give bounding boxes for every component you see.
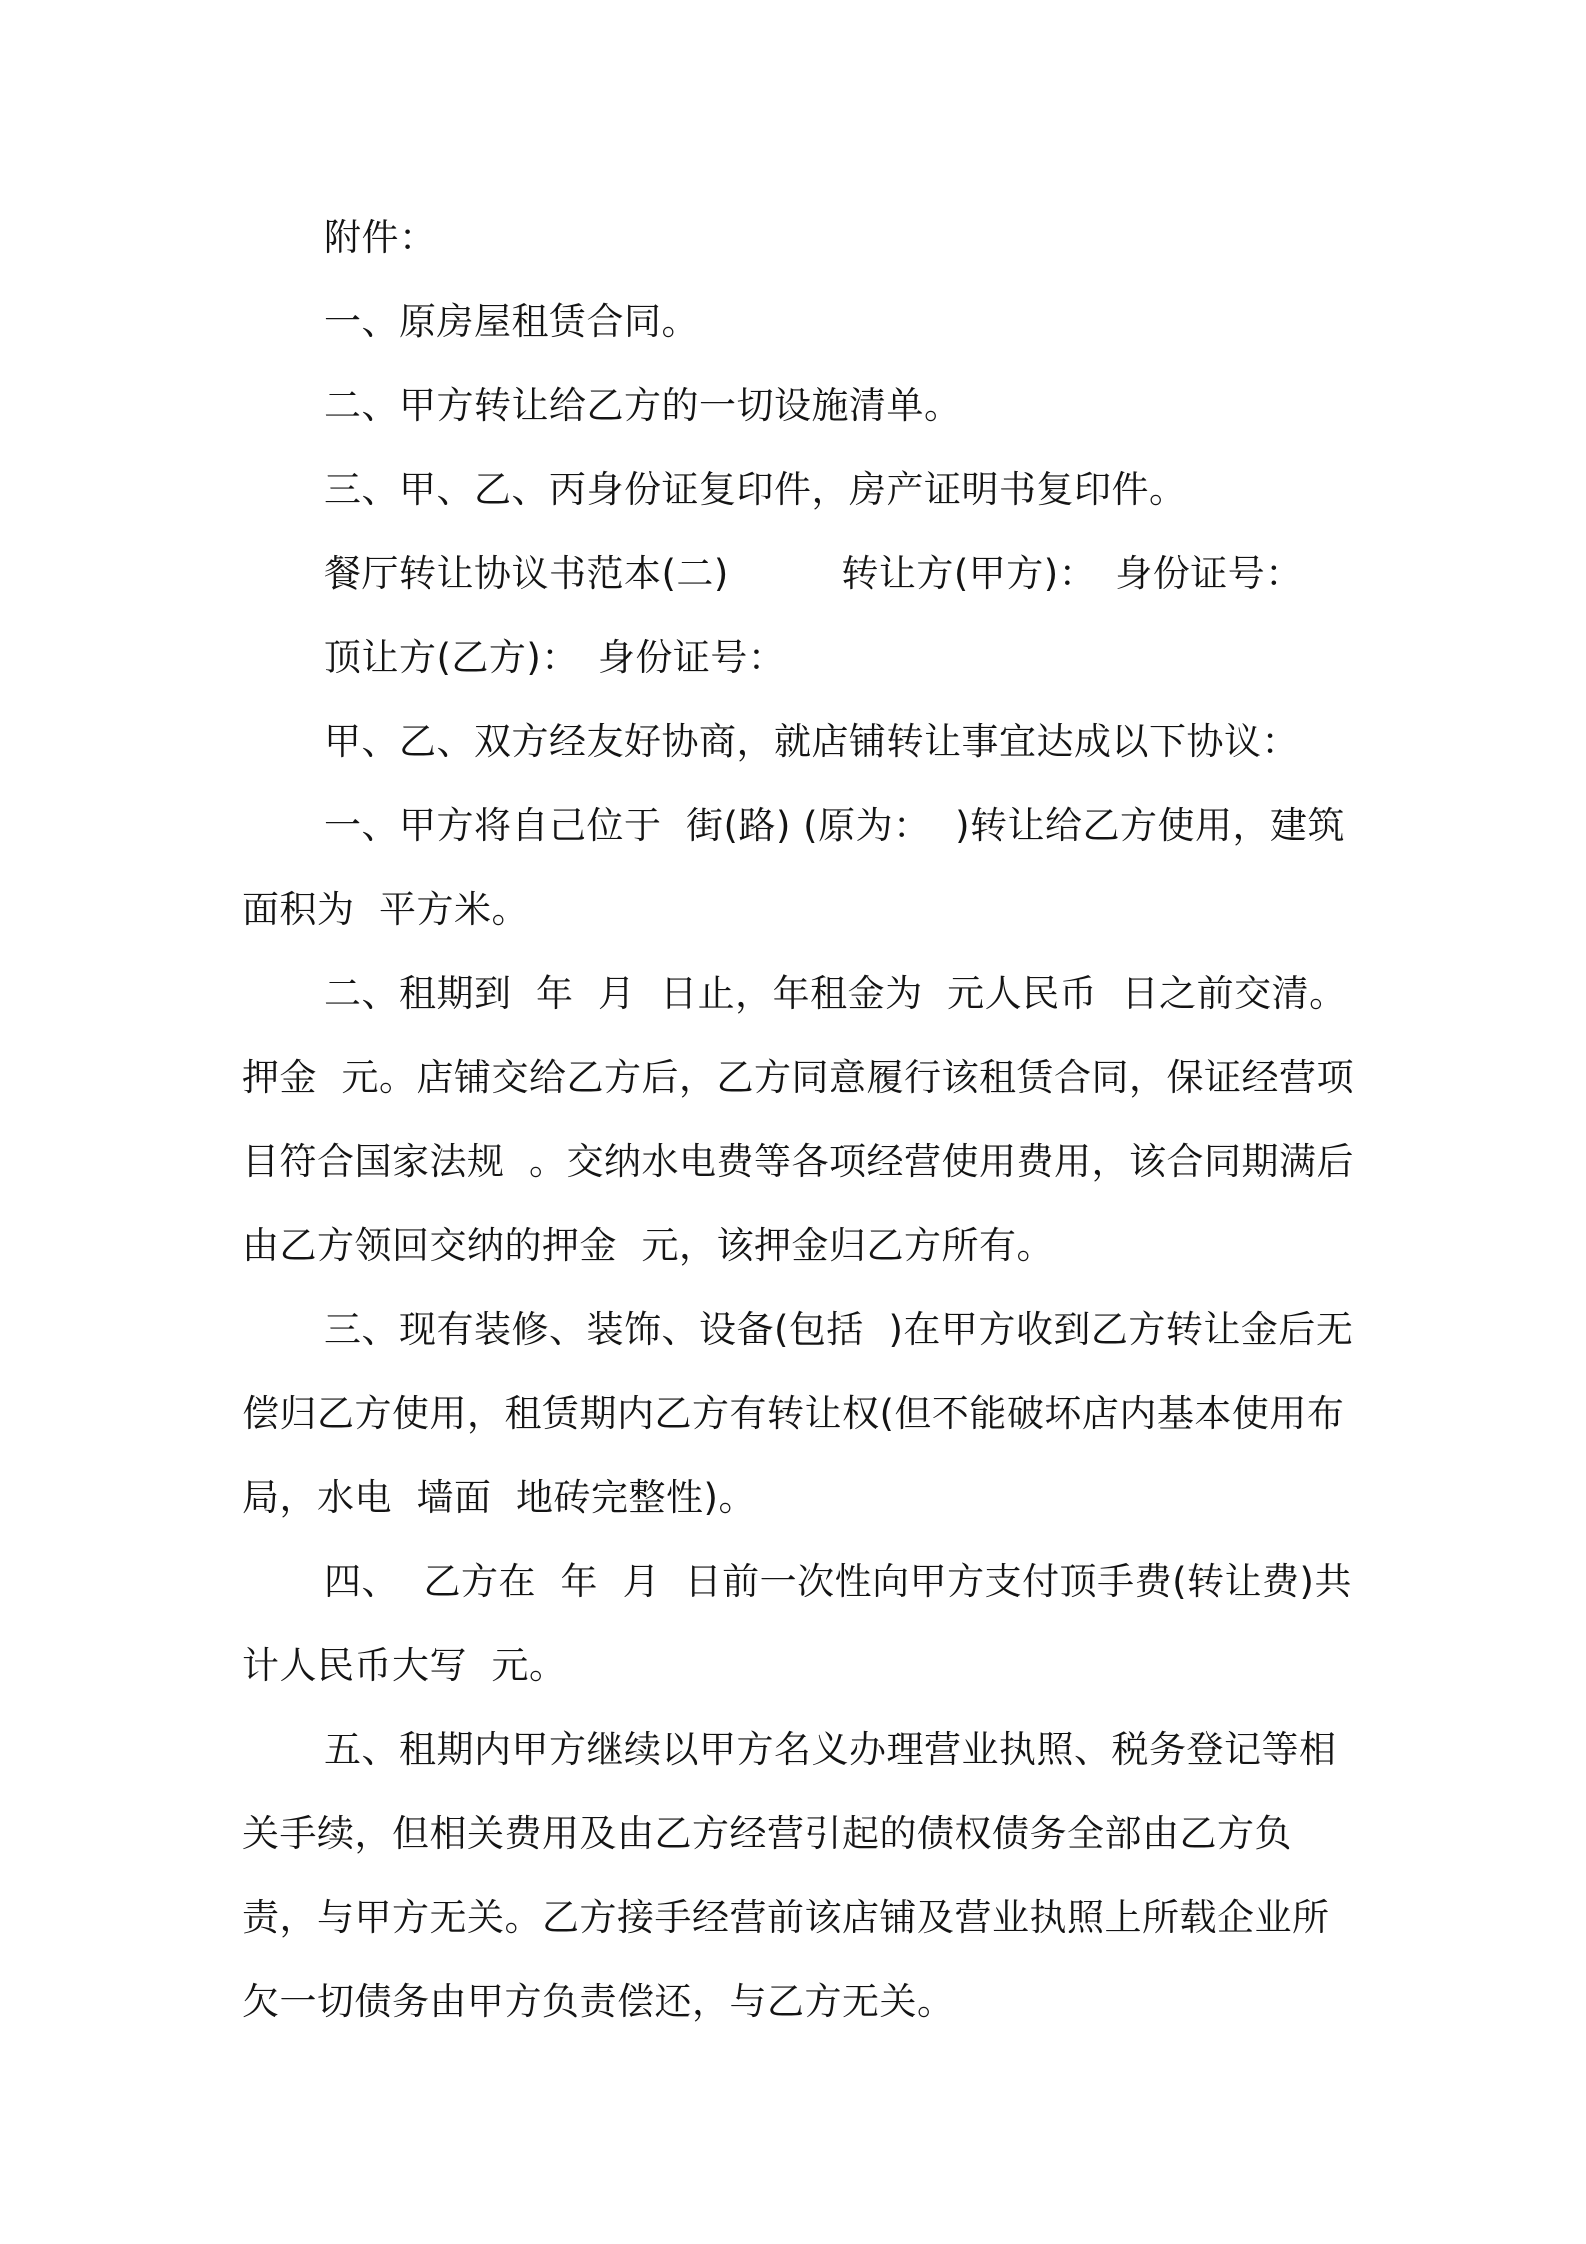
clause-4: 四、 乙方在 年 月 日前一次性向甲方支付顶手费(转让费)共计人民币大写 元。 <box>242 1560 1352 1687</box>
agreement-title-line: 餐厅转让协议书范本(二) 转让方(甲方)： 身份证号： <box>324 552 1303 595</box>
party-b-line: 顶让方(乙方)： 身份证号： <box>324 636 786 679</box>
agreement-intro: 甲、乙、双方经友好协商，就店铺转让事宜达成以下协议： <box>324 720 1299 763</box>
attachment-item-3: 三、甲、乙、丙身份证复印件，房产证明书复印件。 <box>324 468 1187 511</box>
clause-3: 三、现有装修、装饰、设备(包括 )在甲方收到乙方转让金后无偿归乙方使用，租赁期内乙方有转让权(但不能破坏店内基本使用布局，水电 墙面 地砖完整性)。 <box>242 1308 1354 1519</box>
document-body <box>242 196 1362 2044</box>
clause-5: 五、租期内甲方继续以甲方名义办理营业执照、税务登记等相关手续，但相关费用及由乙方经营引起的债权债务全部由乙方负责，与甲方无关。乙方接手经营前该店铺及营业执照上所载企业所欠一切债务由甲方负责偿还，与乙方无关。 <box>242 1728 1337 2023</box>
clause-1: 一、甲方将自己位于 街(路) (原为： )转让给乙方使用，建筑面积为 平方米。 <box>242 804 1346 931</box>
attachment-item-2: 二、甲方转让给乙方的一切设施清单。 <box>324 384 962 427</box>
attachment-item-1: 一、原房屋租赁合同。 <box>324 300 699 343</box>
attachment-heading: 附件： <box>324 216 437 259</box>
clause-2: 二、租期到 年 月 日止，年租金为 元人民币 日之前交清。押金 元。店铺交给乙方后，乙方同意履行该租赁合同，保证经营项目符合国家法规 。交纳水电费等各项经营使用费用，该合同期满后由乙方领回交纳的押金 元，该押金归乙方所有。 <box>242 972 1355 1267</box>
